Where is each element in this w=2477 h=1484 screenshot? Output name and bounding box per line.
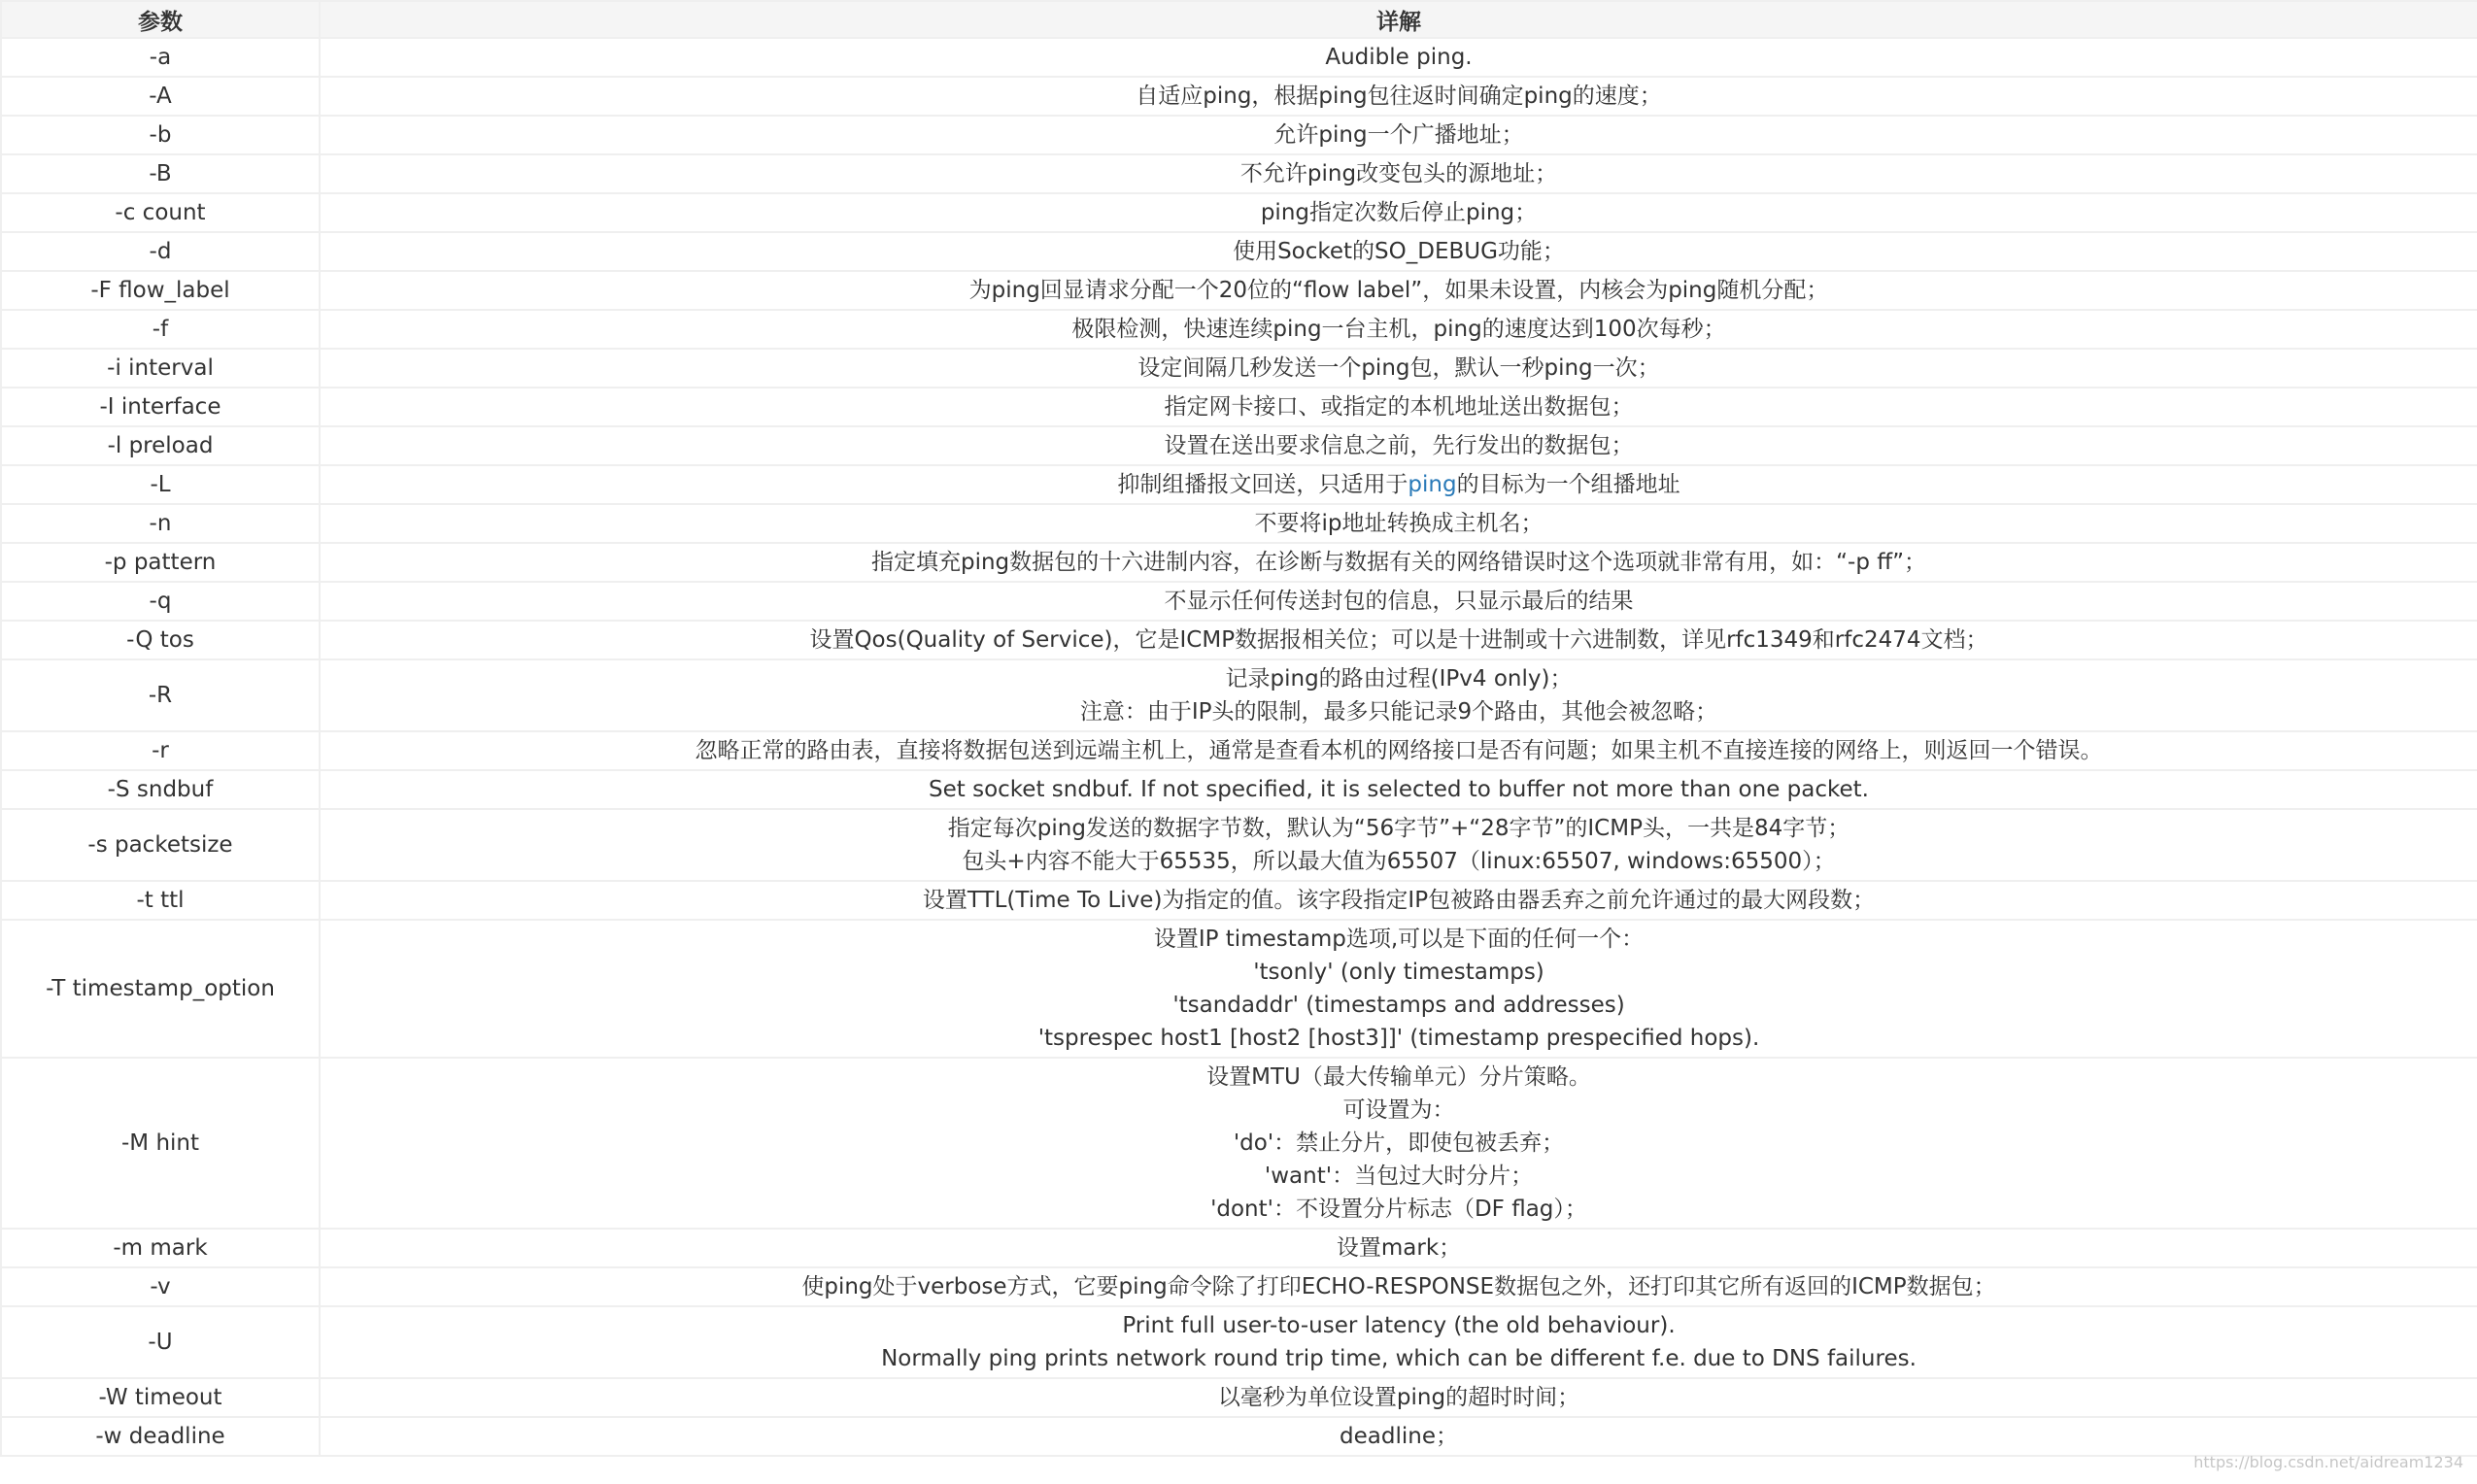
detail-line: 'tsonly' (only timestamps) [1253, 960, 1544, 985]
detail-cell [320, 1378, 2477, 1417]
detail-cell [320, 232, 2477, 271]
detail-cell [320, 1229, 2477, 1267]
table-row [1, 426, 2477, 465]
param-cell: -n [1, 504, 320, 543]
header-param: 参数 [1, 1, 320, 38]
detail-cell [320, 770, 2477, 809]
table-row [1, 920, 2477, 1058]
param-cell: -r [1, 731, 320, 770]
param-cell: -U [1, 1306, 320, 1378]
table-row [1, 232, 2477, 271]
detail-cell [320, 426, 2477, 465]
table-row [1, 310, 2477, 349]
detail-cell [320, 38, 2477, 77]
detail-line: 设置mark； [1336, 1235, 1462, 1261]
detail-cell [320, 621, 2477, 659]
detail-cell [320, 193, 2477, 232]
detail-cell [320, 881, 2477, 920]
param-cell: -W timeout [1, 1378, 320, 1417]
detail-cell [320, 271, 2477, 310]
param-cell: -Q tos [1, 621, 320, 659]
detail-line: 包头+内容不能大于65535，所以最大值为65507（linux:65507, windows:65500）； [962, 849, 1836, 874]
param-cell: -S sndbuf [1, 770, 320, 809]
param-cell: -F flow_label [1, 271, 320, 310]
table-row [1, 349, 2477, 388]
param-cell: -B [1, 154, 320, 193]
detail-cell [320, 659, 2477, 731]
detail-line: 以毫秒为单位设置ping的超时时间； [1217, 1385, 1580, 1410]
detail-line: 'tsprespec host1 [host2 [host3]]' (timestamp prespecified hops). [1037, 1026, 1760, 1051]
detail-line: 指定网卡接口、或指定的本机地址送出数据包； [1164, 394, 1634, 420]
detail-cell [320, 310, 2477, 349]
detail-line: 可设置为： [1342, 1097, 1455, 1123]
param-cell: -v [1, 1267, 320, 1306]
detail-cell [320, 1267, 2477, 1306]
table-row [1, 77, 2477, 116]
detail-line: 'do'：禁止分片，即使包被丢弃； [1233, 1130, 1565, 1156]
detail-line: 自适应ping，根据ping包往返时间确定ping的速度； [1136, 84, 1662, 109]
param-cell: -I interface [1, 388, 320, 426]
param-cell: -T timestamp_option [1, 920, 320, 1058]
detail-line: 指定每次ping发送的数据字节数，默认为“56字节”+“28字节”的ICMP头，一共是84字节； [947, 816, 1850, 841]
detail-cell [320, 465, 2477, 504]
param-cell: -w deadline [1, 1417, 320, 1456]
detail-line: Set socket sndbuf. If not specified, it is selected to buffer not more than one packet. [929, 777, 1869, 802]
param-cell: -i interval [1, 349, 320, 388]
table-row [1, 504, 2477, 543]
detail-line: 设置MTU（最大传输单元）分片策略。 [1206, 1064, 1591, 1090]
table-body [1, 38, 2477, 1456]
table-row [1, 1306, 2477, 1378]
detail-line: 'tsandaddr' (timestamps and addresses) [1172, 993, 1625, 1018]
table-row [1, 154, 2477, 193]
detail-text: 抑制组播报文回送，只适用于 [1117, 472, 1408, 497]
param-cell: -c count [1, 193, 320, 232]
param-cell: -t ttl [1, 881, 320, 920]
table-row [1, 621, 2477, 659]
param-cell: -A [1, 77, 320, 116]
param-cell: -s packetsize [1, 809, 320, 881]
table-row [1, 271, 2477, 310]
param-cell: -f [1, 310, 320, 349]
table-row [1, 38, 2477, 77]
detail-cell [320, 582, 2477, 621]
detail-line: 设置TTL(Time To Live)为指定的值。该字段指定IP包被路由器丢弃之前允许通过的最大网段数； [922, 888, 1876, 913]
table-row [1, 582, 2477, 621]
detail-line: 不允许ping改变包头的源地址； [1239, 161, 1558, 186]
table-row [1, 770, 2477, 809]
detail-line: Audible ping. [1325, 45, 1473, 70]
detail-line: 极限检测，快速连续ping一台主机，ping的速度达到100次每秒； [1071, 317, 1726, 342]
detail-cell [320, 116, 2477, 154]
detail-line: Normally ping prints network round trip time, which can be different f.e. due to DNS failures. [881, 1346, 1917, 1371]
param-cell: -p pattern [1, 543, 320, 582]
param-cell: -L [1, 465, 320, 504]
table-row [1, 465, 2477, 504]
detail-line: 'want'：当包过大时分片； [1264, 1164, 1534, 1189]
param-cell: -m mark [1, 1229, 320, 1267]
detail-line: 设置IP timestamp选项,可以是下面的任何一个： [1153, 927, 1645, 952]
detail-cell [320, 154, 2477, 193]
param-cell: -d [1, 232, 320, 271]
param-cell: -a [1, 38, 320, 77]
detail-line: 记录ping的路由过程(IPv4 only)； [1225, 666, 1573, 691]
detail-line: Print full user-to-user latency (the old behaviour). [1122, 1313, 1676, 1338]
detail-line: 不显示任何传送封包的信息，只显示最后的结果 [1164, 589, 1634, 614]
detail-line: ping指定次数后停止ping； [1260, 200, 1538, 225]
table-row [1, 1378, 2477, 1417]
detail-line: 'dont'：不设置分片标志（DF flag）； [1210, 1197, 1587, 1222]
detail-line [324, 468, 2473, 501]
detail-line: 使用Socket的SO_DEBUG功能； [1233, 239, 1565, 264]
detail-cell [320, 543, 2477, 582]
table-row [1, 1229, 2477, 1267]
detail-line: 设置在送出要求信息之前，先行发出的数据包； [1164, 433, 1634, 458]
detail-line: 不要将ip地址转换成主机名； [1254, 511, 1544, 536]
detail-line: 忽略正常的路由表，直接将数据包送到远端主机上，通常是查看本机的网络接口是否有问题；如果主机不直接连接的网络上，则返回一个错误。 [695, 738, 2103, 763]
detail-line: 指定填充ping数据包的十六进制内容，在诊断与数据有关的网络错误时这个选项就非常有用，如：“-p ff”； [870, 550, 1927, 575]
detail-text: 的目标为一个组播地址 [1456, 472, 1680, 497]
table-row [1, 1417, 2477, 1456]
detail-line: 为ping回显请求分配一个20位的“flow label”，如果未设置，内核会为ping随机分配； [968, 278, 1829, 303]
detail-line: 注意：由于IP头的限制，最多只能记录9个路由，其他会被忽略； [1079, 699, 1718, 725]
table-row [1, 809, 2477, 881]
detail-cell [320, 388, 2477, 426]
detail-line: 设定间隔几秒发送一个ping包，默认一秒ping一次； [1137, 355, 1660, 381]
detail-cell [320, 77, 2477, 116]
detail-cell [320, 809, 2477, 881]
header-detail: 详解 [320, 1, 2477, 38]
detail-line: 使ping处于verbose方式，它要ping命令除了打印ECHO-RESPONSE数据包之外，还打印其它所有返回的ICMP数据包； [801, 1274, 1996, 1299]
detail-cell [320, 1306, 2477, 1378]
table-row [1, 1267, 2477, 1306]
detail-cell [320, 1417, 2477, 1456]
table-row [1, 116, 2477, 154]
table-row [1, 388, 2477, 426]
param-cell: -M hint [1, 1058, 320, 1229]
ping-link[interactable]: ping [1408, 472, 1457, 497]
detail-cell [320, 1058, 2477, 1229]
table-row [1, 881, 2477, 920]
detail-cell [320, 731, 2477, 770]
detail-line: 设置Qos(Quality of Service)，它是ICMP数据报相关位；可以是十进制或十六进制数，详见rfc1349和rfc2474文档； [809, 627, 1988, 653]
detail-cell [320, 349, 2477, 388]
table-row [1, 1058, 2477, 1229]
param-cell: -q [1, 582, 320, 621]
param-cell: -R [1, 659, 320, 731]
detail-line: 允许ping一个广播地址； [1273, 122, 1524, 148]
table-row [1, 193, 2477, 232]
table-header-row [1, 1, 2477, 38]
detail-cell [320, 504, 2477, 543]
table-row [1, 731, 2477, 770]
param-cell: -l preload [1, 426, 320, 465]
detail-cell [320, 920, 2477, 1058]
table-row [1, 543, 2477, 582]
watermark: https://blog.csdn.net/aidream1234 [2193, 1453, 2463, 1471]
param-cell: -b [1, 116, 320, 154]
detail-line: deadline； [1340, 1424, 1458, 1449]
table-row [1, 659, 2477, 731]
